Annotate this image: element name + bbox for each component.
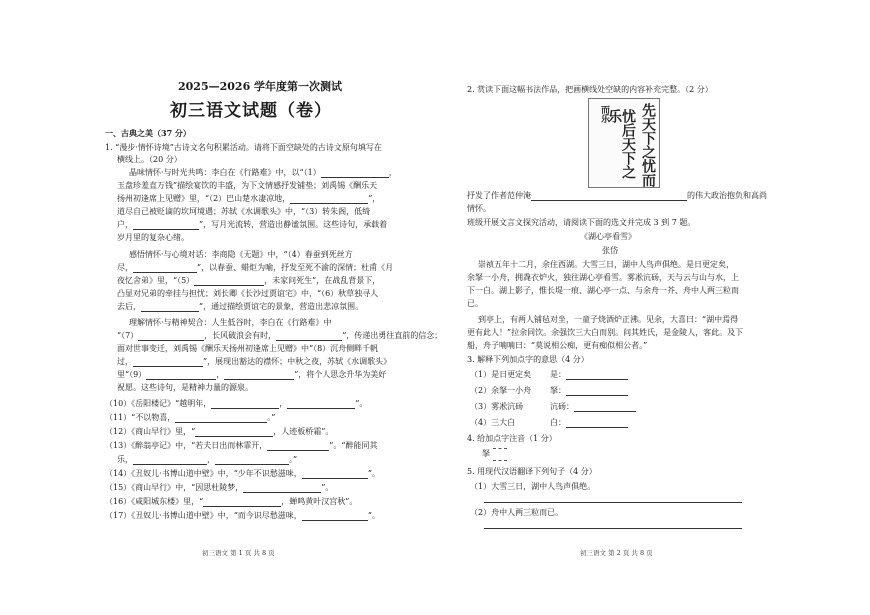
section-heading-classics: 一、古典之美（37 分） bbox=[105, 128, 191, 138]
paragraph-3-line: 面对世事变迁，刘禹锡《酬乐天扬州初逢席上见赠》中“（8）沉舟侧畔千帆 bbox=[117, 344, 379, 353]
paragraph-1-line: 晶味情怀·与时光共鸣：李白在《行路难》中，以“（1） ， bbox=[129, 168, 397, 177]
paragraph-1-line: 岁月里的复杂心绪。 bbox=[117, 233, 189, 242]
question-1-stem: 1. “漫步·情怀诗境”古诗文名句积累活动。请将下面空缺处的古诗文原句填写在 bbox=[105, 143, 382, 152]
essay-line: 到亭上，有两人铺毡对坐，一童子烧酒炉正沸。见余，大喜曰：“湖中焉得 bbox=[478, 315, 739, 324]
essay-author: 张岱 bbox=[602, 246, 618, 255]
question-3-answer: 是： bbox=[550, 370, 628, 380]
essay-line: 下一白。湖上影子，惟长堤一痕、湖心亭一点、与余舟一芥、舟中人两三粒而 bbox=[467, 286, 739, 295]
essay-line: 船，舟子喃喃曰：“莫说相公痴，更有痴似相公者。” bbox=[467, 341, 648, 350]
paragraph-2-line: 去后， ”，通过描绘贾谊宅的景象，营造出悲凉氛围。 bbox=[117, 302, 364, 311]
question-5-item: （1）大雪三日，湖中人鸟声俱绝。 bbox=[470, 482, 596, 491]
calligraphy-artwork bbox=[588, 98, 660, 188]
question-3-item: （4）三大白 bbox=[470, 418, 516, 427]
paragraph-3-line: 理解情怀·与精神契合：人生低谷时，李白在《行路难》中 bbox=[129, 318, 332, 327]
question-2-fill: 抒发了作者范仲淹 的伟大政治抱负和高尚 bbox=[467, 191, 767, 200]
question-item-13-cont: 乐， ， 。” bbox=[117, 455, 298, 464]
question-item-10: （10）《岳阳楼记》“越明年， ， ”。 bbox=[105, 399, 368, 408]
essay-line: 崇祯五年十二月，余住西湖。大雪三日，湖中人鸟声俱绝。是日更定矣， bbox=[478, 260, 734, 269]
question-item-15: （15）《商山早行》中，“因思杜陵梦， ”。 bbox=[105, 483, 334, 492]
paragraph-2-line: 尽， ”，以春蚕、蜡炬为喻，抒发至死不渝的深情；杜甫《月 bbox=[117, 263, 394, 272]
paragraph-1-line: 道尽自己被贬谪的坎坷境遇；苏轼《水调歌头》中，“（3）转朱阁，低绮 bbox=[117, 207, 371, 216]
essay-line: 已。 bbox=[467, 299, 483, 308]
question-3-answer: 拏： bbox=[550, 386, 628, 396]
paragraph-1-line: 扬州初逢席上见赠》里，“（2）巴山楚水凄凉地， ”， bbox=[117, 194, 381, 203]
question-5-item: （2）舟中人两三粒而已。 bbox=[470, 508, 564, 517]
pinyin-box[interactable] bbox=[493, 448, 507, 461]
paragraph-3-line: 祝愿。这些诗句，是精神力量的源泉。 bbox=[117, 383, 253, 392]
question-4-stem: 4. 给加点字注音（1 分） bbox=[467, 434, 557, 443]
paragraph-2-line: 凸显对兄弟的牵挂与担忧；刘长卿《长沙过贾谊宅》中，“（6）秋草独寻人 bbox=[117, 289, 379, 298]
calligraphy-column: 先天下之忧而 bbox=[640, 103, 656, 187]
reading-intro: 班级开展文言文探究活动，请阅读下面的选文并完成 3 到 7 题。 bbox=[467, 218, 696, 227]
answer-line[interactable] bbox=[484, 502, 742, 503]
question-5-stem: 5. 用现代汉语翻译下列句子（4 分） bbox=[467, 467, 597, 476]
question-1-stem-cont: 横线上。（20 分） bbox=[117, 155, 182, 164]
question-item-11: （11）“不以物喜， 。” bbox=[105, 413, 276, 422]
answer-line[interactable] bbox=[484, 528, 742, 529]
essay-line: 更有此人！”拉余同饮。余强饮三大白而别。问其姓氏，是金陵人，客此。及下 bbox=[467, 328, 744, 337]
question-3-item: （3）雾凇沆砀 bbox=[470, 402, 524, 411]
paragraph-2-line: 感悟情怀·与心境对话：李商隐《无题》中，“（4）春蚕到死丝方 bbox=[129, 250, 353, 259]
essay-line: 余拏一小舟，拥毳衣炉火，独往湖心亭看雪。雾凇沆砀，天与云与山与水，上 bbox=[467, 273, 739, 282]
paragraph-1-line: 玉盘珍羞直万钱”描绘宴饮的丰盛，为下文情感抒发铺垫；刘禹锡《酬乐天 bbox=[117, 181, 378, 190]
question-item-14: （14）《丑奴儿·书博山道中壁》中，“少年不识愁滋味， ”。 bbox=[105, 469, 380, 478]
paragraph-3-line: 里“（9） ， ”，将个人思念升华为美好 bbox=[117, 370, 387, 379]
calligraphy-column: 忧后天下之乐 bbox=[606, 109, 636, 179]
question-3-answer: 沆砀： bbox=[550, 402, 636, 412]
question-item-17: （17）《丑奴儿·书博山道中壁》中，“而今识尽愁滋味， ”。 bbox=[105, 511, 380, 520]
question-item-13: （13）《醉翁亭记》中，“若夫日出而林霏开， ”。“醉能同其 bbox=[105, 441, 378, 450]
question-2-stem: 2. 赏读下面这幅书法作品，把画横线处空缺的内容补充完整。（2 分） bbox=[467, 85, 713, 94]
question-2-fill-cont: 情怀。 bbox=[467, 204, 491, 213]
question-3-stem: 3. 解释下列加点字的意思（4 分） bbox=[467, 355, 589, 364]
question-3-item: （1）是日更定矣 bbox=[470, 370, 532, 379]
right-page bbox=[440, 0, 870, 615]
question-3-item: （2）余拏一小舟 bbox=[470, 386, 532, 395]
exam-main-title: 初三语文试题（卷） bbox=[170, 101, 332, 121]
paragraph-1-line: 户， ”，写月光流转，营造出静谧氛围。这些诗句，承载着 bbox=[117, 220, 388, 229]
essay-title: 《湖心亭看雪》 bbox=[580, 232, 636, 241]
question-item-16: （16）《咸阳城东楼》里，“ ，蝉鸣黄叶汉宫秋”。 bbox=[105, 497, 358, 506]
page-footer: 初三语文 第 2 页 共 8 页 bbox=[580, 549, 653, 557]
paragraph-2-line: 夜忆舍弟》里，“（5） ，未家问死生”，在战乱背景下， bbox=[117, 276, 381, 285]
question-3-answer: 白： bbox=[550, 418, 628, 428]
question-4-char: 拏 bbox=[482, 449, 490, 458]
question-item-12: （12）《商山早行》里，“ ，人迹板桥霜”。 bbox=[105, 427, 334, 436]
page-footer: 初三语文 第 1 页 共 8 页 bbox=[202, 549, 275, 557]
calligraphy-column: 而乐 bbox=[599, 105, 609, 123]
paragraph-3-line: “（7） ，长风破浪会有时， ”，传递出勇往直前的信念； bbox=[117, 331, 443, 340]
paragraph-3-line: 过， ”，展现出豁达的襟怀；中秋之夜，苏轼《水调歌头》 bbox=[117, 357, 392, 366]
exam-year-title: 2025—2026 学年度第一次测试 bbox=[178, 80, 343, 93]
